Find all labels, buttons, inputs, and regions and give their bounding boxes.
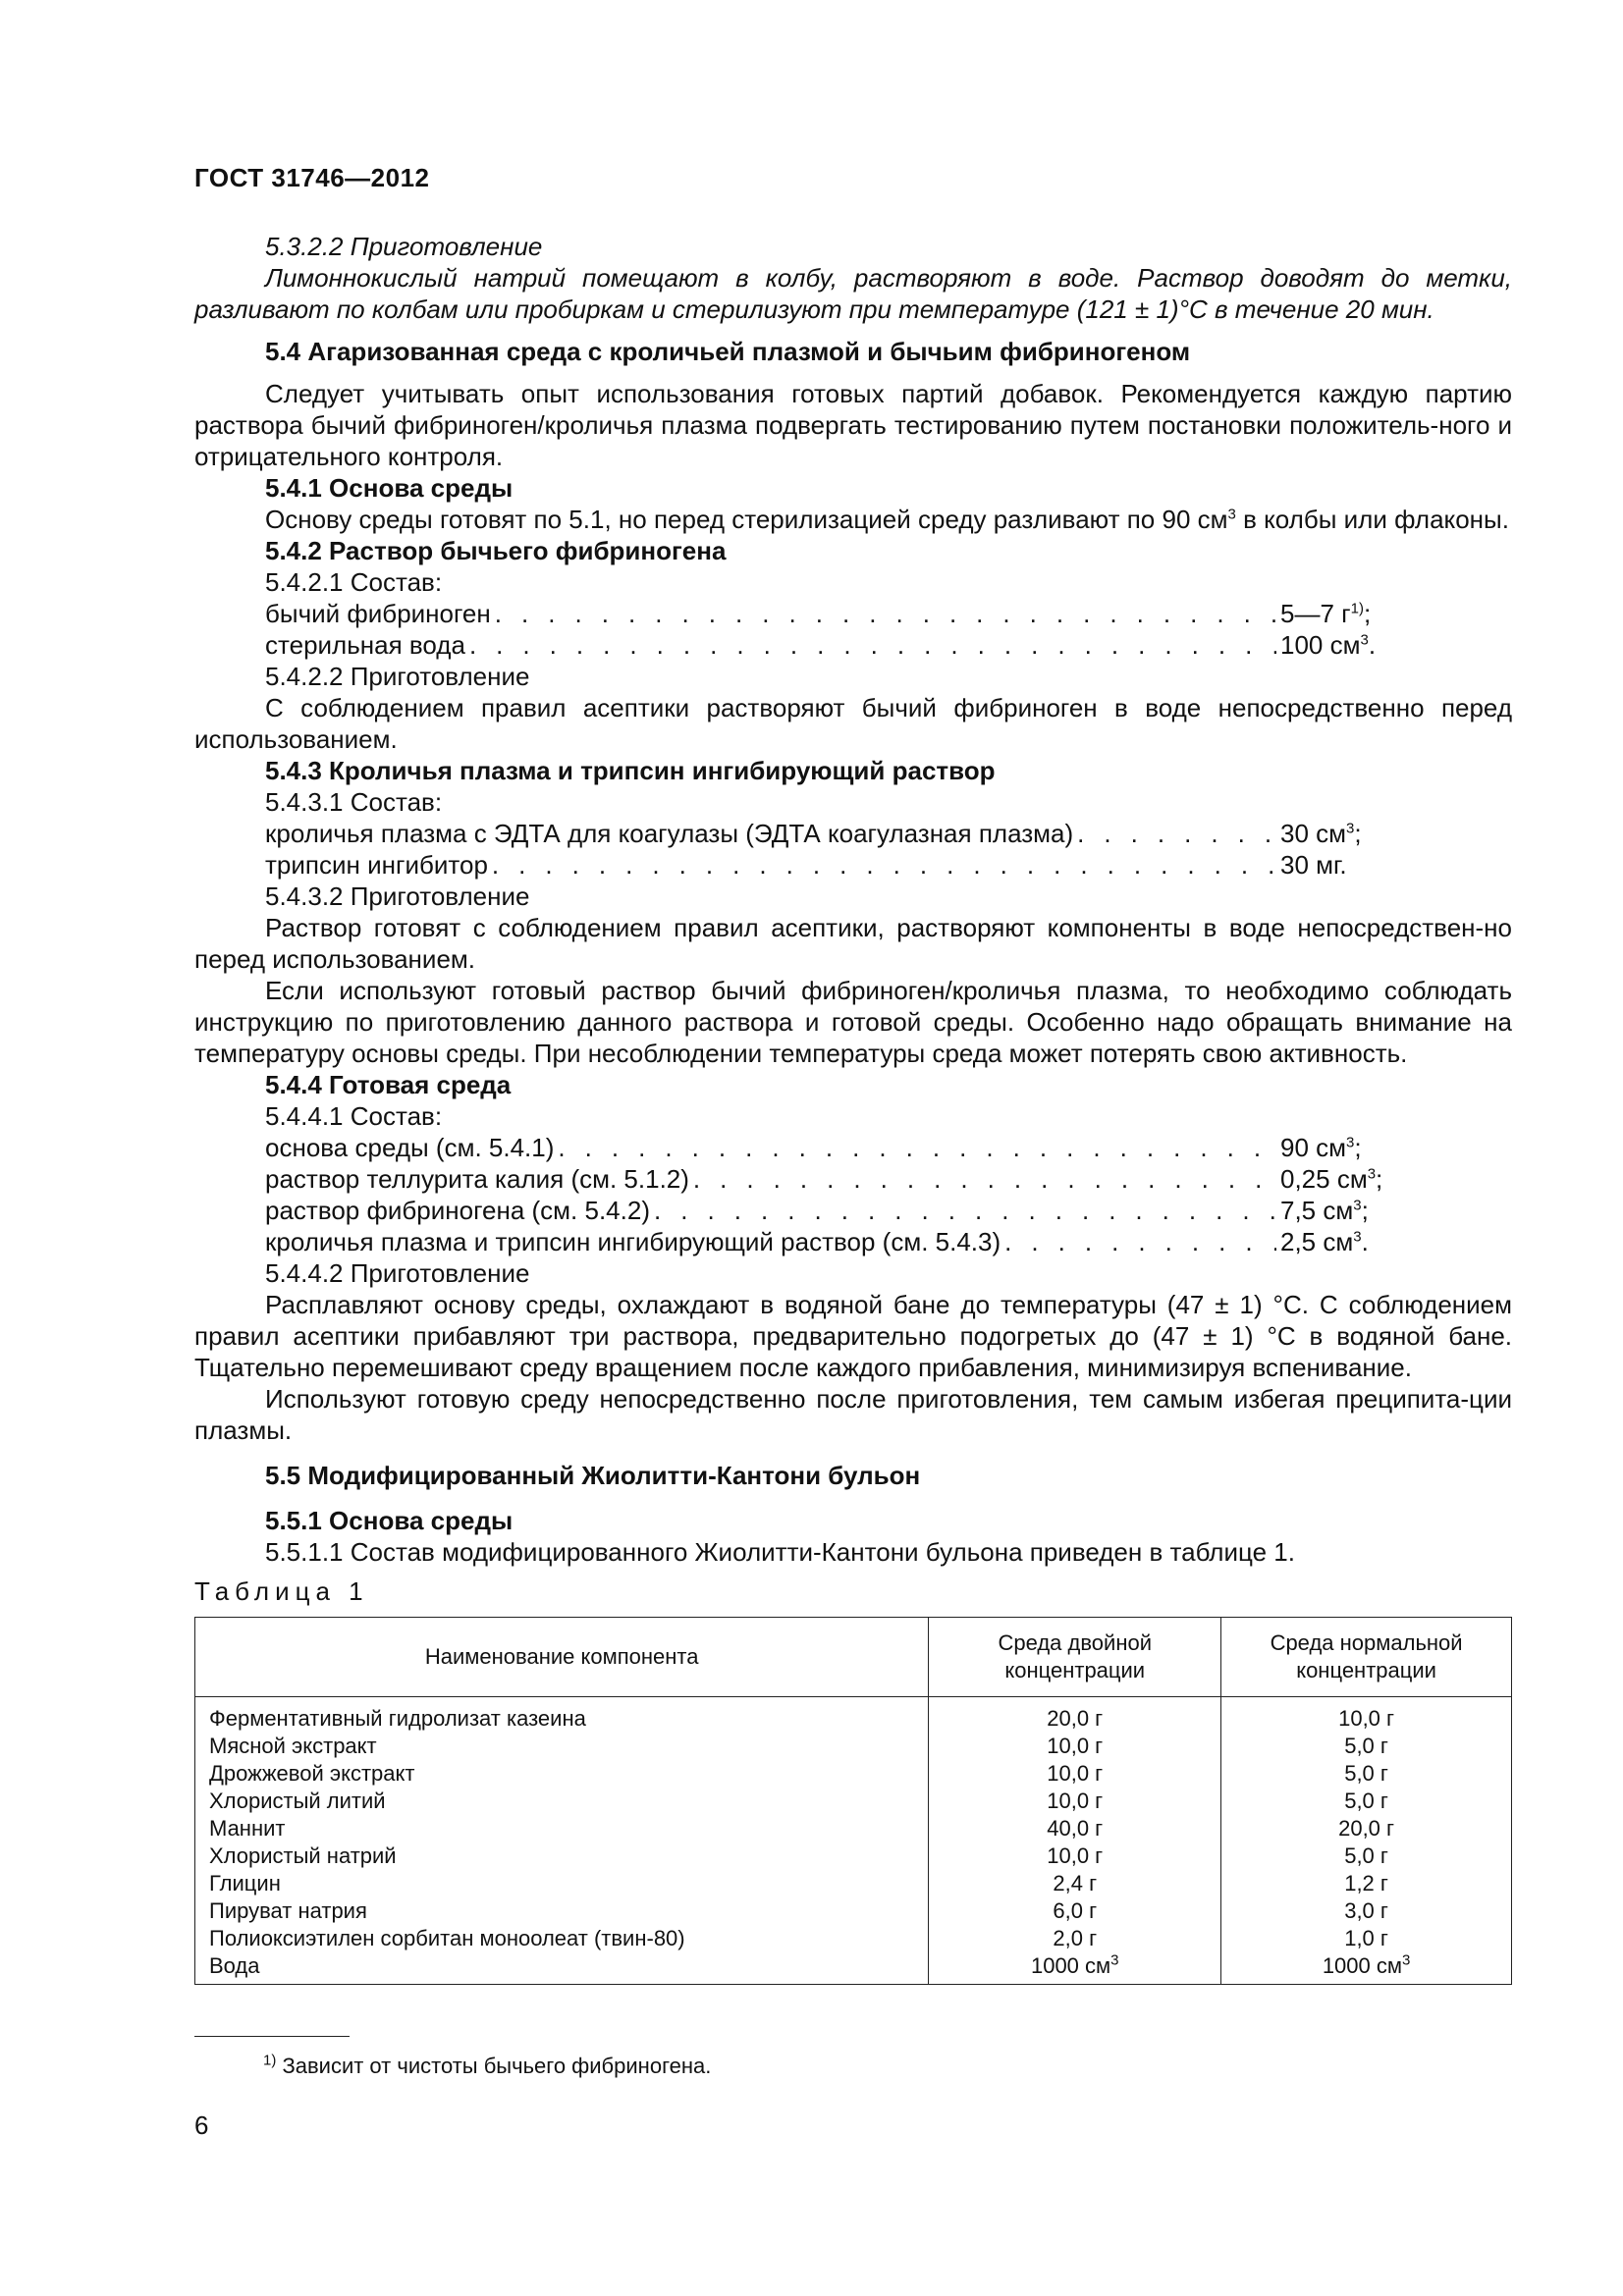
section-5-4-4-2-text: Расплавляют основу среды, охлаждают в водяной бане до температуры (47 ± 1) °C. С соблюдением правил асептики прибавляют три раствора, предварительно подогретых до (47 ± 1) °C в водяной бане. Тщательно перемешивают среду вращением после каждого прибавления, минимизируя вспенивание. xyxy=(194,1290,1512,1382)
table-row: Вода 1000 $см^3$ 1000 $см^3$ xyxy=(195,1952,1512,1985)
section-5-4-3-note: Если используют готовый раствор бычий фибриноген/кроличья плазма, то необходимо соблюдать инструкцию по приготовлению данного раствора и готовой среды. Особенно надо обращать внимание на температуру основы среды. При несоблюдении температуры среда может потерять свою активность. xyxy=(194,976,1512,1068)
section-5-4-4-use-text: Используют готовую среду непосредственно после приготовления, тем самым избегая преципита-ции плазмы. xyxy=(194,1384,1512,1445)
section-5-4-4-1-heading: 5.4.4.1 Состав: xyxy=(265,1101,443,1131)
standard-header: ГОСТ 31746—2012 xyxy=(194,163,430,192)
table-row: Пируват натрия 6,0 г 3,0 г xyxy=(195,1897,1512,1925)
footnote-divider xyxy=(194,2036,350,2037)
section-5-3-2-2-heading: 5.3.2.2 Приготовление xyxy=(265,232,543,261)
section-5-4-1-heading: 5.4.1 Основа среды xyxy=(265,473,514,503)
section-5-4-heading: 5.4 Агаризованная среда с кроличьей плазмой и бычьим фибриногеном xyxy=(265,337,1191,366)
table-caption: Таблица 1 xyxy=(194,1576,369,1606)
section-5-3-2-2-text: Лимоннокислый натрий помещают в колбу, растворяют в воде. Раствор доводят до метки, разливают по колбам или пробиркам и стерилизуют при температуре (121 ± 1)°C в течение 20 мин. xyxy=(194,263,1512,324)
composition-item: трипсин ингибитор . . . 30 мг. xyxy=(194,849,1512,881)
column-header-name: Наименование компонента xyxy=(195,1618,929,1697)
table-row: Дрожжевой экстракт 10,0 г 5,0 г xyxy=(195,1760,1512,1788)
table-row: Хлористый натрий 10,0 г 5,0 г xyxy=(195,1842,1512,1870)
section-5-4-2-1-heading: 5.4.2.1 Состав: xyxy=(265,567,443,597)
composition-item: основа среды (см. 5.4.1) . . . 90 $см^3$; xyxy=(194,1132,1512,1163)
section-5-4-1-text: Основу среды готовят по 5.1, но перед стерилизацией среду разливают по 90 $см^3$ в колбы или флаконы. xyxy=(265,505,1509,534)
section-5-5-1-1-text: 5.5.1.1 Состав модифицированного Жиолитти-Кантони бульона приведен в таблице 1. xyxy=(265,1537,1295,1567)
table-row: Полиоксиэтилен сорбитан моноолеат (твин-80) 2,0 г 1,0 г xyxy=(195,1925,1512,1952)
composition-item: стерильная вода . . . 100 $см^3$. xyxy=(194,629,1512,661)
footnote: $^{1)}$ Зависит от чистоты бычьего фибриногена. xyxy=(263,2052,712,2078)
section-5-5-heading: 5.5 Модифицированный Жиолитти-Кантони бульон xyxy=(265,1461,921,1490)
section-5-4-3-heading: 5.4.3 Кроличья плазма и трипсин ингибирующий раствор xyxy=(265,756,996,785)
table-row: Маннит 40,0 г 20,0 г xyxy=(195,1815,1512,1842)
section-5-4-3-2-text: Раствор готовят с соблюдением правил асептики, растворяют компоненты в воде непосредствен-но перед использованием. xyxy=(194,913,1512,974)
table-row: Глицин 2,4 г 1,2 г xyxy=(195,1870,1512,1897)
column-header-normal: Среда нормальной концентрации xyxy=(1221,1618,1512,1697)
section-5-4-3-2-heading: 5.4.3.2 Приготовление xyxy=(265,881,530,911)
table-row: Хлористый литий 10,0 г 5,0 г xyxy=(195,1788,1512,1815)
page-content xyxy=(194,231,1512,1985)
section-5-4-text: Следует учитывать опыт использования готовых партий добавок. Рекомендуется каждую партию раствора бычий фибриноген/кроличья плазма подвергать тестированию путем постановки положитель-ного и отрицательного контроля. xyxy=(194,379,1512,471)
section-5-5-1-heading: 5.5.1 Основа среды xyxy=(265,1506,514,1535)
table-row: Ферментативный гидролизат казеина 20,0 г 10,0 г xyxy=(195,1697,1512,1734)
composition-item: бычий фибриноген . . . 5—7 $г^{1)}$; xyxy=(194,598,1512,629)
composition-item: раствор теллурита калия (см. 5.1.2) . . . 0,25 $см^3$; xyxy=(194,1163,1512,1195)
composition-item: кроличья плазма с ЭДТА для коагулазы (ЭДТА коагулазная плазма) . . . 30 $см^3$; xyxy=(194,818,1512,849)
column-header-double: Среда двойной концентрации xyxy=(929,1618,1221,1697)
composition-item: кроличья плазма и трипсин ингибирующий раствор (см. 5.4.3) . . . 2,5 $см^3$. xyxy=(194,1226,1512,1257)
section-5-4-2-heading: 5.4.2 Раствор бычьего фибриногена xyxy=(265,536,727,565)
section-5-4-4-heading: 5.4.4 Готовая среда xyxy=(265,1070,512,1099)
section-5-4-3-1-heading: 5.4.3.1 Состав: xyxy=(265,787,443,817)
composition-item: раствор фибриногена (см. 5.4.2) . . . 7,5 $см^3$; xyxy=(194,1195,1512,1226)
section-5-4-2-2-text: С соблюдением правил асептики растворяют бычий фибриноген в воде непосредственно перед использованием. xyxy=(194,693,1512,754)
section-5-4-4-2-heading: 5.4.4.2 Приготовление xyxy=(265,1258,530,1288)
table-row: Мясной экстракт 10,0 г 5,0 г xyxy=(195,1733,1512,1760)
table-header-row xyxy=(195,1618,1512,1697)
section-5-4-2-2-heading: 5.4.2.2 Приготовление xyxy=(265,662,530,691)
page-number: 6 xyxy=(194,2110,209,2140)
components-table xyxy=(194,1617,1512,1985)
